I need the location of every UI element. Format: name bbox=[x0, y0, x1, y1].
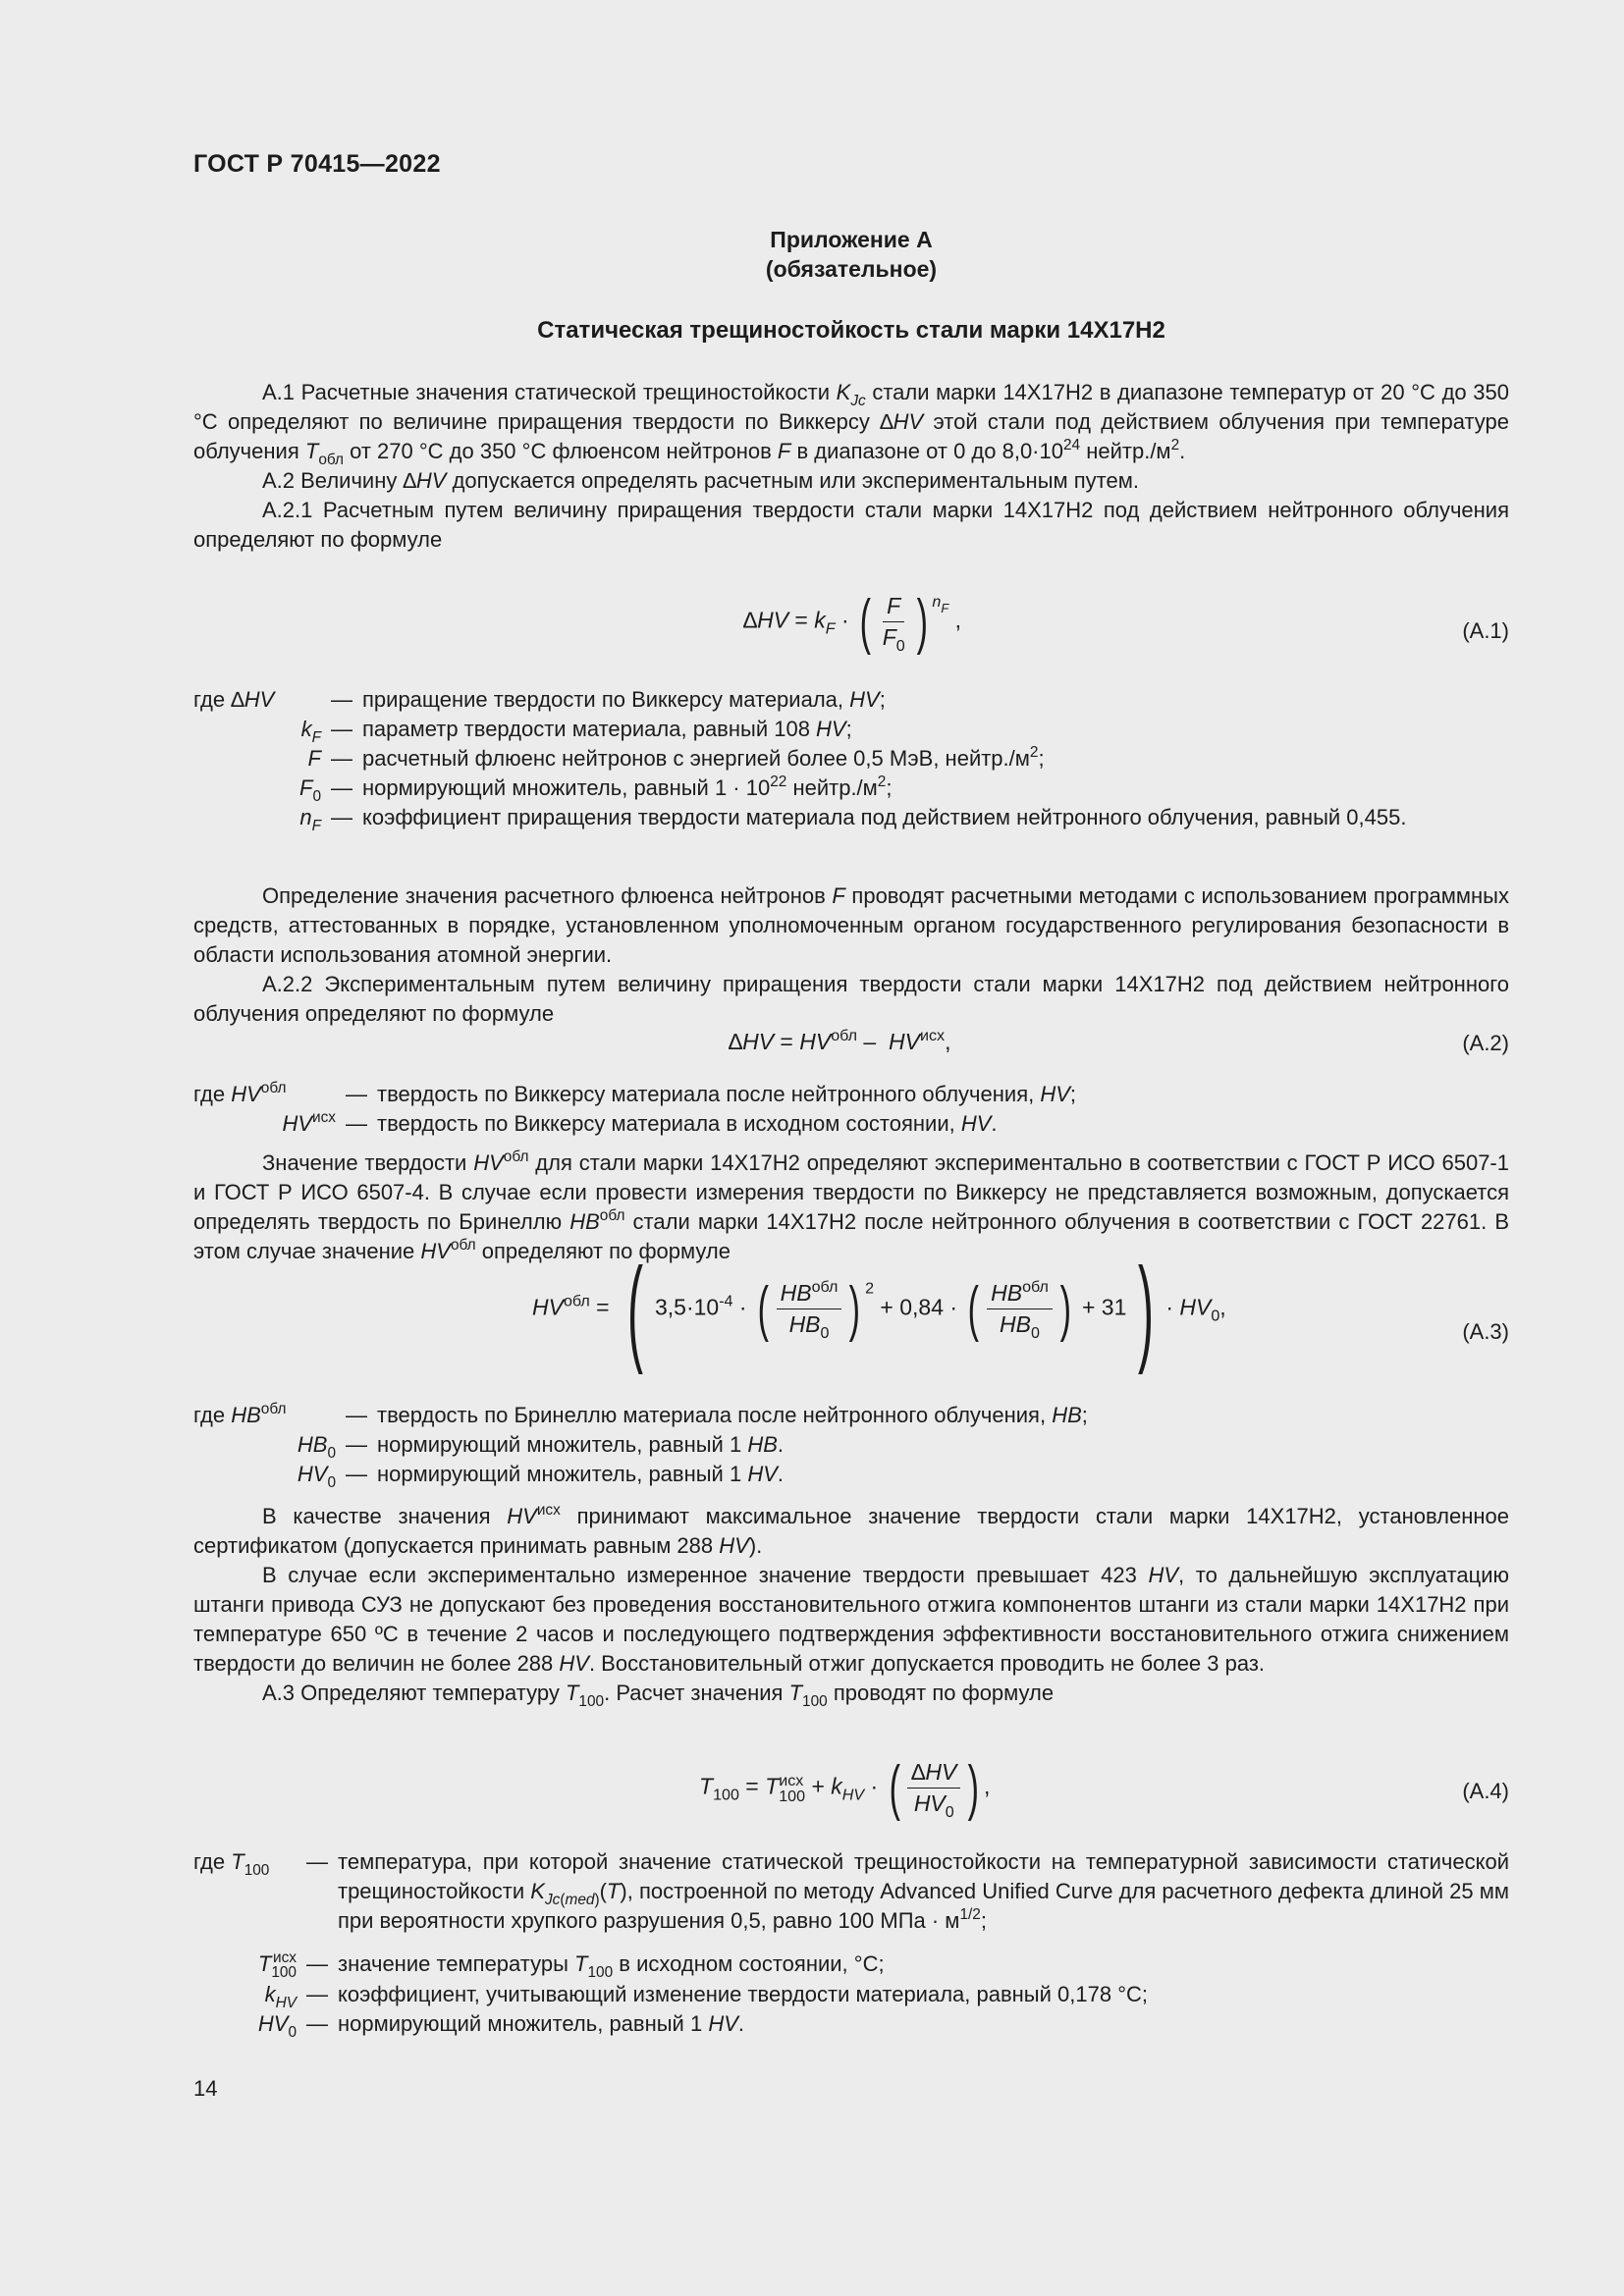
formula-a1 bbox=[193, 587, 1509, 669]
formula-a1-number: (А.1) bbox=[1462, 618, 1509, 643]
definition-row: $k_{HV}$ — коэффициент, учитывающий изменение твердости материала, равный 0,178 °С; bbox=[264, 1982, 1148, 2012]
definition-row: где $HV^{обл}$ — твердость по Виккерсу материала после нейтронного облучения, HV; bbox=[193, 1080, 1077, 1106]
definitions-a4 bbox=[193, 1847, 1509, 2042]
appendix-status: (обязательное) bbox=[765, 256, 938, 282]
page-number: 14 bbox=[193, 2076, 218, 2101]
paragraph-a1: А.1 Расчетные значения статической трещиностойкости $K_{Jc}$ стали марки 14Х17Н2 в диапазоне температур от 20 °С до 350 °С определяют по величине приращения твердости по Виккерсу ∆HV этой стали под действием облучения при температуре облучения $T_{обл}$ от 270 °С до 350 °С флюенсом нейтронов F в диапазоне от 0 до $8,0\cdot 10^{24}$ $нейтр./м^2$. bbox=[193, 380, 1509, 468]
fluence-block bbox=[193, 881, 1509, 1029]
intro-block bbox=[193, 378, 1509, 555]
definition-row: где $HB^{обл}$ — твердость по Бринеллю материала после нейтронного облучения, HB; bbox=[193, 1401, 1088, 1427]
paragraph-anneal: В случае если экспериментально измеренное значение твердости превышает 423 HV, то дальнейшую эксплуатацию штанги привода СУЗ не допускают без проведения восстановительного отжига компонентов штанги из стали марки 14Х17Н2 при температуре 650 ºС в течение 2 часов и последующего подтверждения эффективности восстановительного отжига снижением твердости до величин не более 288 HV. Восстановительный отжиг допускается проводить не более 3 раз. bbox=[193, 1563, 1510, 1676]
definition-row: $n_F$ — коэффициент приращения твердости материала под действием нейтронного облучения, равный 0,455. bbox=[299, 805, 1407, 834]
definitions-a2 bbox=[193, 1080, 1509, 1139]
definition-row: $k_F$ — параметр твердости материала, равный 108 HV; bbox=[300, 717, 852, 746]
formula-a4-expression: $T_{100} = T$ исх 100 + $k_{HV}$ · ( $\frac{\Delta HV}{HV_0}$ ) , bbox=[699, 1753, 991, 1822]
formula-a3 bbox=[193, 1243, 1509, 1390]
appendix-title: Приложение А bbox=[770, 227, 933, 252]
formula-a2-expression: $\Delta HV = HV^{обл} - HV^{исх}$, bbox=[729, 1027, 951, 1054]
appendix-heading: Статическая трещиностойкость стали марки 14Х17Н2 bbox=[537, 317, 1165, 344]
definition-row: $HB_0$ — нормирующий множитель, равный 1 HB. bbox=[297, 1432, 784, 1462]
definition-row: где $T_{100}$ — температура, при которой значение статической трещиностойкости на температурной зависимости статической трещиностойкости $K_{Jc(med)}(T)$, построенной по методу Advanced Unified Curve для расчетного дефекта длиной 25 мм при вероятности хрупкого разрушения 0,5, равно 100 МПа · $м^{1/2}$; bbox=[193, 1849, 1509, 1933]
definition-row: T исх 100 — значение температуры $T_{100}$ в исходном состоянии, °С; bbox=[257, 1949, 885, 1982]
appendix-title-block bbox=[193, 225, 1509, 284]
formula-a3-expression: $HV^{обл}$ = ( $3,5\cdot 10^{-4}$ · ( $\frac{HB^{обл}}{HB_0}$ ) $^2$ + 0,84 · ( $\frac{HB^{обл}}{HB_0}$ ) + $31) \cdot HV_0$, bbox=[532, 1243, 1226, 1375]
standard-code: ГОСТ Р 70415—2022 bbox=[193, 150, 441, 178]
anneal-block bbox=[193, 1502, 1509, 1708]
definition-row: $HV^{исх}$ — твердость по Виккерсу материала в исходном состоянии, HV. bbox=[282, 1109, 998, 1136]
definition-row: F — расчетный флюенс нейтронов с энергией более 0,5 МэВ, $нейтр./м^2$; bbox=[307, 744, 1045, 771]
formula-a4 bbox=[193, 1753, 1509, 1830]
formula-a2 bbox=[193, 1029, 1509, 1062]
formula-a4-number: (А.4) bbox=[1462, 1779, 1509, 1803]
formula-a2-number: (А.2) bbox=[1462, 1031, 1509, 1055]
definition-row: $F_0$ — нормирующий множитель, равный $1 \cdot 10^{22}$ $нейтр./м^2$; bbox=[298, 774, 893, 805]
paragraph-hv: Значение твердости $HV^{обл}$ для стали марки 14Х17Н2 определяют экспериментально в соответствии с ГОСТ Р ИСО 6507-1 и ГОСТ Р ИСО 6507-4. В случае если провести измерения твердости по Виккерсу не представляется возможным, допускается определять твердость по Бринеллю $HB^{обл}$ стали марки 14Х17Н2 после нейтронного облучения в соответствии с ГОСТ 22761. В этом случае значение $HV^{обл}$ определяют по формуле bbox=[193, 1148, 1510, 1263]
formula-a3-number: (А.3) bbox=[1462, 1319, 1509, 1344]
definition-row: $HV_0$ — нормирующий множитель, равный 1 HV. bbox=[257, 2011, 744, 2042]
formula-a1-expression: $\Delta HV = k_F$ · ( $\frac{F}{F_0}$ ) $^{n_F}$ , bbox=[743, 587, 961, 656]
paragraph-initial: В качестве значения $HV^{исх}$ принимают максимальное значение твердости стали марки 14Х17Н2, установленное сертификатом (допускается принимать равным 288 HV). bbox=[193, 1502, 1509, 1558]
paragraph-fluence: Определение значения расчетного флюенса нейтронов F проводят расчетными методами с использованием программных средств, аттестованных в порядке, установленном уполномоченным органом государственного регулирования безопасности в области использования атомной энергии. bbox=[193, 883, 1509, 967]
definitions-a3 bbox=[193, 1401, 1509, 1489]
definition-row: где ∆HV — приращение твердости по Виккерсу материала, HV; bbox=[193, 687, 886, 712]
paragraph-a22: А.2.2 Экспериментальным путем величину приращения твердости стали марки 14Х17Н2 под действием нейтронного облучения определяют по формуле bbox=[193, 972, 1509, 1026]
paragraph-a2: А.2 Величину ∆HV допускается определять расчетным или экспериментальным путем. bbox=[262, 468, 1139, 493]
hv-block bbox=[193, 1148, 1509, 1266]
paragraph-a21: А.2.1 Расчетным путем величину приращения твердости стали марки 14Х17Н2 под действием нейтронного облучения определяют по формуле bbox=[193, 498, 1509, 552]
definitions-a1 bbox=[193, 685, 1509, 832]
paragraph-a3: А.3 Определяют температуру $T_{100}$. Расчет значения $T_{100}$ проводят по формуле bbox=[262, 1681, 1055, 1710]
definition-row: $HV_0$ — нормирующий множитель, равный 1 HV. bbox=[297, 1462, 784, 1491]
